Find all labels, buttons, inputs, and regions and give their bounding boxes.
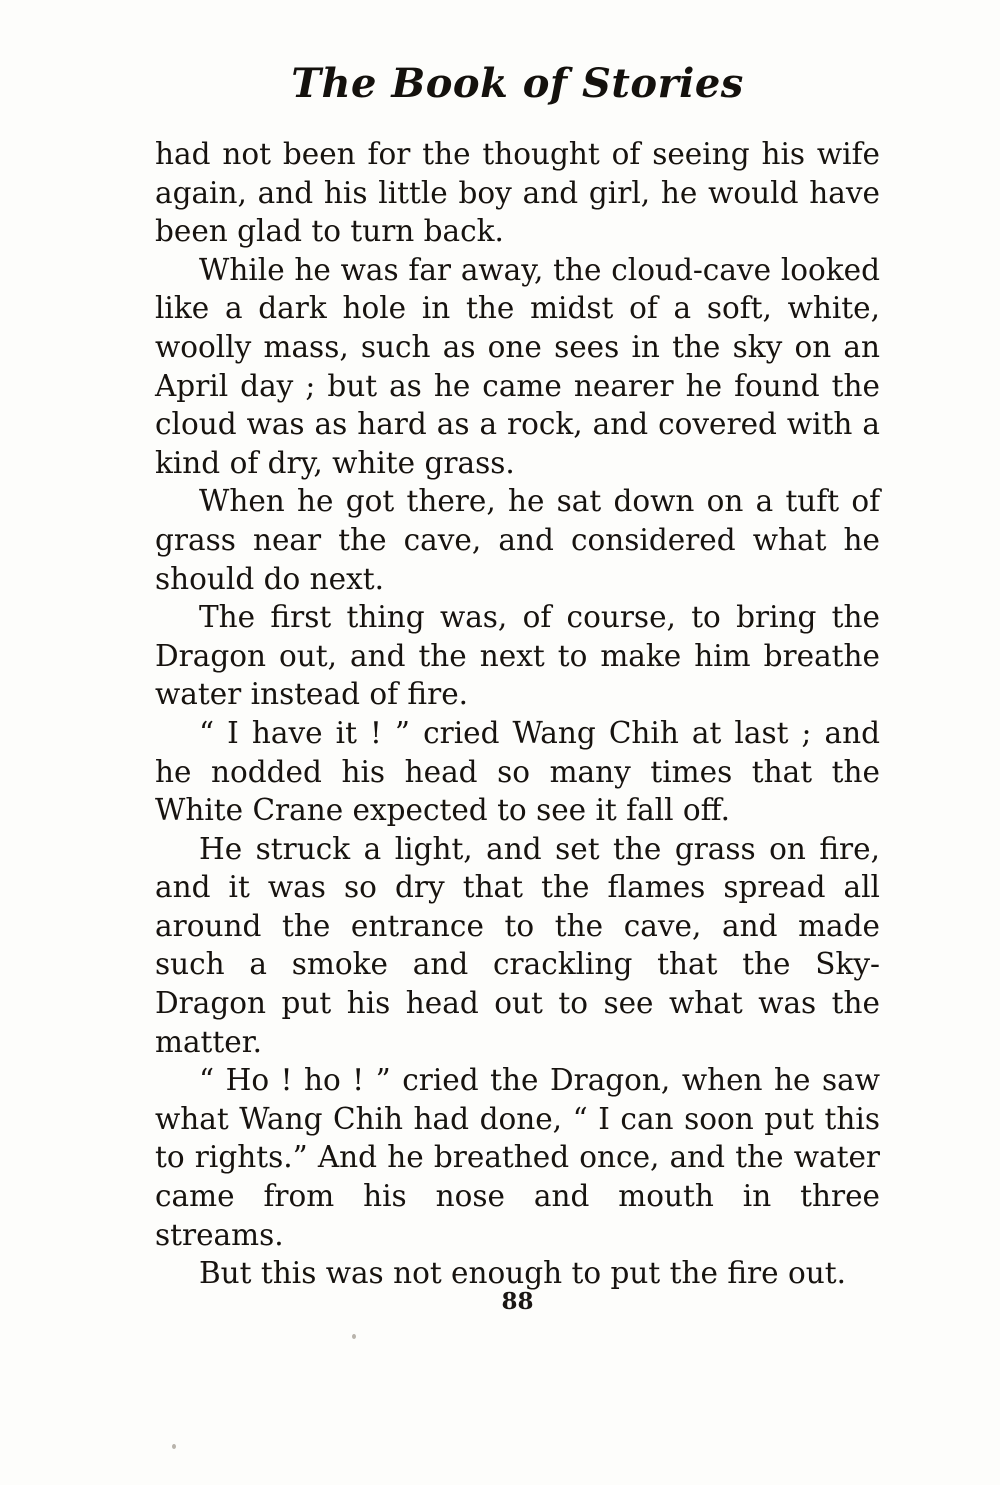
running-head: The Book of Stories: [291, 60, 744, 107]
paragraph: The first thing was, of course, to bring the Dragon out, and the next to make him breathe water instead of fire.: [155, 600, 880, 712]
body-text: [155, 135, 880, 1293]
page-number: 88: [501, 1288, 534, 1315]
paper-speck: [352, 1334, 356, 1339]
page-content: [155, 60, 880, 1293]
paragraph: had not been for the thought of seeing his wife again, and his little boy and girl, he would have been glad to turn back.: [155, 137, 880, 249]
paragraph: While he was far away, the cloud-cave looked like a dark hole in the midst of a soft, white, woolly mass, such as one sees in the sky on an April day ; but as he came nearer he found the cloud was as hard as a rock, and covered with a kind of dry, white grass.: [155, 252, 880, 480]
paragraph: “ Ho ! ho ! ” cried the Dragon, when he saw what Wang Chih had done, “ I can soon put this to rights.” And he breathed once, and the water came from his nose and mouth in three streams.: [155, 1063, 880, 1252]
paragraph: When he got there, he sat down on a tuft of grass near the cave, and considered what he should do next.: [155, 484, 880, 596]
paragraph: He struck a light, and set the grass on fire, and it was so dry that the flames spread all around the entrance to the cave, and made such a smoke and crackling that the Sky-Dragon put his head out to see what was the matter.: [155, 831, 880, 1059]
paper-speck: [172, 1444, 176, 1449]
paragraph: “ I have it ! ” cried Wang Chih at last ; and he nodded his head so many times that the White Crane expected to see it fall off.: [155, 715, 880, 828]
paragraph: But this was not enough to put the fire out.: [199, 1256, 846, 1291]
